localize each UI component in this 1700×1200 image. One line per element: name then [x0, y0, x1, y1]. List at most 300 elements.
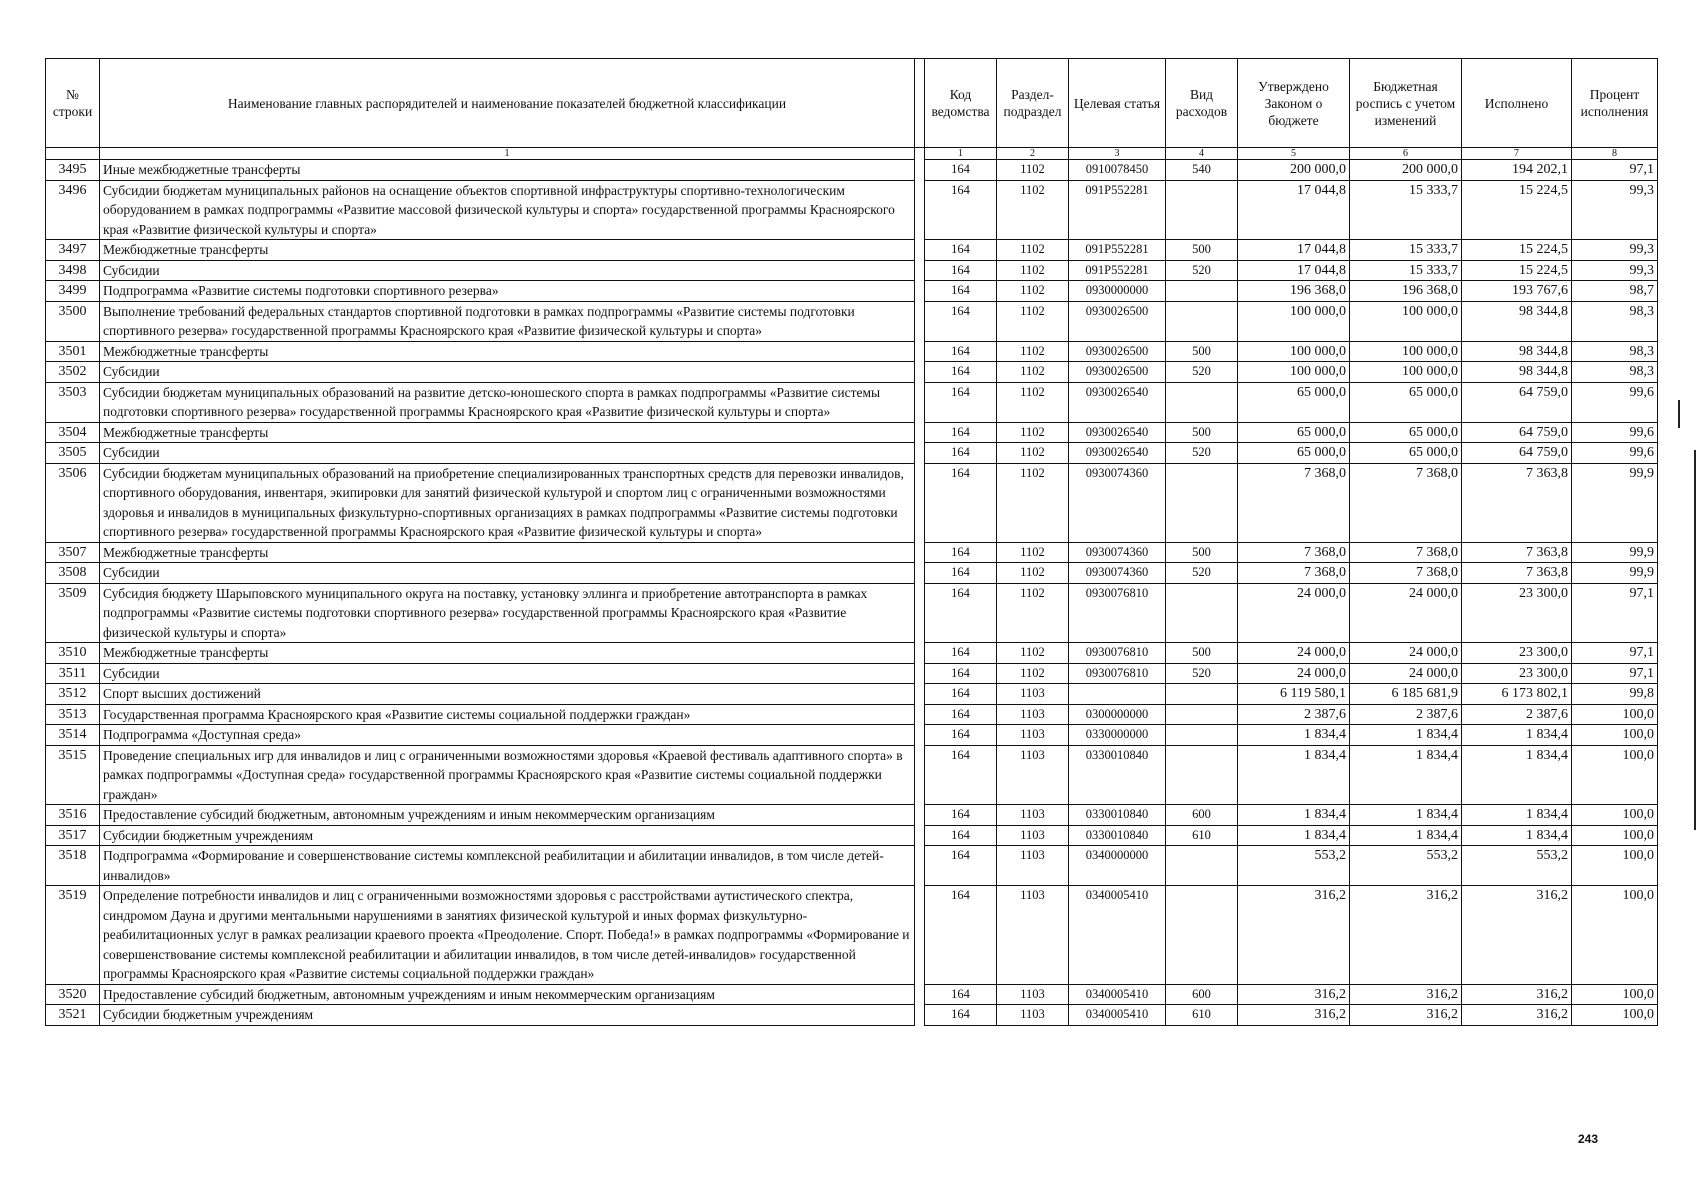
expense-type: 520 — [1166, 260, 1238, 281]
schedule-amount: 24 000,0 — [1350, 663, 1462, 684]
table-row — [46, 180, 1658, 240]
row-gap — [915, 422, 925, 443]
section-code: 1103 — [997, 805, 1069, 826]
dept-code: 164 — [925, 362, 997, 383]
executed-amount: 1 834,4 — [1462, 745, 1572, 805]
expense-type: 520 — [1166, 362, 1238, 383]
approved-amount: 1 834,4 — [1238, 805, 1350, 826]
section-code: 1103 — [997, 684, 1069, 705]
section-code: 1102 — [997, 382, 1069, 422]
expense-type: 500 — [1166, 422, 1238, 443]
row-number: 3506 — [46, 463, 100, 542]
section-code: 1102 — [997, 443, 1069, 464]
dept-code: 164 — [925, 583, 997, 643]
expense-type: 500 — [1166, 240, 1238, 261]
table-row — [46, 443, 1658, 464]
row-number: 3521 — [46, 1005, 100, 1026]
table-row — [46, 984, 1658, 1005]
schedule-amount: 200 000,0 — [1350, 160, 1462, 181]
colnum-target: 3 — [1069, 148, 1166, 160]
schedule-amount: 100 000,0 — [1350, 341, 1462, 362]
dept-code: 164 — [925, 542, 997, 563]
dept-code: 164 — [925, 643, 997, 664]
header-percent: Процент исполнения — [1572, 59, 1658, 148]
table-row — [46, 684, 1658, 705]
execution-percent: 100,0 — [1572, 704, 1658, 725]
dept-code: 164 — [925, 1005, 997, 1026]
dept-code: 164 — [925, 886, 997, 985]
section-code: 1103 — [997, 1005, 1069, 1026]
executed-amount: 193 767,6 — [1462, 281, 1572, 302]
target-article: 0930076810 — [1069, 663, 1166, 684]
table-row — [46, 886, 1658, 985]
colnum-schedule: 6 — [1350, 148, 1462, 160]
schedule-amount: 6 185 681,9 — [1350, 684, 1462, 705]
executed-amount: 316,2 — [1462, 984, 1572, 1005]
expense-type — [1166, 725, 1238, 746]
dept-code: 164 — [925, 341, 997, 362]
row-gap — [915, 260, 925, 281]
section-code: 1102 — [997, 240, 1069, 261]
section-code: 1102 — [997, 463, 1069, 542]
dept-code: 164 — [925, 846, 997, 886]
executed-amount: 1 834,4 — [1462, 825, 1572, 846]
execution-percent: 99,3 — [1572, 240, 1658, 261]
row-gap — [915, 463, 925, 542]
row-gap — [915, 583, 925, 643]
row-number: 3501 — [46, 341, 100, 362]
target-article: 0340005410 — [1069, 984, 1166, 1005]
target-article: 0930026500 — [1069, 362, 1166, 383]
scan-edge-line — [1694, 450, 1696, 830]
executed-amount: 1 834,4 — [1462, 805, 1572, 826]
row-gap — [915, 704, 925, 725]
target-article: 091P552281 — [1069, 180, 1166, 240]
row-name: Субсидии бюджетам муниципальных районов на оснащение объектов спортивной инфраструктуры спортивно-технологическим оборудованием в рамках подпрограммы «Развитие массовой физической культуры и спорта» государственной программы Красноярского края «Развитие физической культуры и спорта» — [100, 180, 915, 240]
executed-amount: 194 202,1 — [1462, 160, 1572, 181]
execution-percent: 100,0 — [1572, 725, 1658, 746]
execution-percent: 99,9 — [1572, 463, 1658, 542]
target-article: 0930076810 — [1069, 643, 1166, 664]
row-name: Субсидии бюджетным учреждениям — [100, 1005, 915, 1026]
table-row — [46, 160, 1658, 181]
executed-amount: 2 387,6 — [1462, 704, 1572, 725]
schedule-amount: 2 387,6 — [1350, 704, 1462, 725]
section-code: 1102 — [997, 180, 1069, 240]
dept-code: 164 — [925, 160, 997, 181]
table-row — [46, 1005, 1658, 1026]
row-name: Проведение специальных игр для инвалидов и лиц с ограниченными возможностями здоровья «Краевой фестиваль адаптивного спорта» в рамках подпрограммы «Доступная среда» государственной программы Красноярского края «Развитие системы социальной поддержки граждан» — [100, 745, 915, 805]
row-name: Межбюджетные трансферты — [100, 542, 915, 563]
expense-type — [1166, 745, 1238, 805]
executed-amount: 1 834,4 — [1462, 725, 1572, 746]
schedule-amount: 24 000,0 — [1350, 643, 1462, 664]
section-code: 1102 — [997, 542, 1069, 563]
expense-type: 540 — [1166, 160, 1238, 181]
section-code: 1103 — [997, 745, 1069, 805]
row-gap — [915, 1005, 925, 1026]
section-code: 1102 — [997, 583, 1069, 643]
dept-code: 164 — [925, 684, 997, 705]
executed-amount: 64 759,0 — [1462, 443, 1572, 464]
target-article: 0340005410 — [1069, 886, 1166, 985]
colnum-gap — [915, 148, 925, 160]
section-code: 1103 — [997, 825, 1069, 846]
executed-amount: 6 173 802,1 — [1462, 684, 1572, 705]
expense-type — [1166, 846, 1238, 886]
table-row — [46, 301, 1658, 341]
section-code: 1102 — [997, 260, 1069, 281]
target-article: 0340005410 — [1069, 1005, 1166, 1026]
schedule-amount: 15 333,7 — [1350, 260, 1462, 281]
executed-amount: 98 344,8 — [1462, 301, 1572, 341]
colnum-executed: 7 — [1462, 148, 1572, 160]
execution-percent: 100,0 — [1572, 1005, 1658, 1026]
target-article: 0930026540 — [1069, 422, 1166, 443]
row-gap — [915, 240, 925, 261]
schedule-amount: 1 834,4 — [1350, 745, 1462, 805]
row-gap — [915, 643, 925, 664]
row-gap — [915, 846, 925, 886]
schedule-amount: 1 834,4 — [1350, 825, 1462, 846]
table-row — [46, 341, 1658, 362]
row-name: Выполнение требований федеральных стандартов спортивной подготовки в рамках подпрограммы «Развитие системы подготовки спортивного резерва» государственной программы Красноярского края «Развитие физической культуры и спорта» — [100, 301, 915, 341]
header-schedule: Бюджетная роспись с учетом изменений — [1350, 59, 1462, 148]
section-code: 1102 — [997, 663, 1069, 684]
table-row — [46, 745, 1658, 805]
table-row — [46, 463, 1658, 542]
expense-type — [1166, 281, 1238, 302]
header-gap — [915, 59, 925, 148]
approved-amount: 65 000,0 — [1238, 382, 1350, 422]
approved-amount: 196 368,0 — [1238, 281, 1350, 302]
row-name: Государственная программа Красноярского края «Развитие системы социальной поддержки граждан» — [100, 704, 915, 725]
executed-amount: 23 300,0 — [1462, 643, 1572, 664]
colnum-row-number — [46, 148, 100, 160]
approved-amount: 65 000,0 — [1238, 443, 1350, 464]
approved-amount: 100 000,0 — [1238, 341, 1350, 362]
row-name: Межбюджетные трансферты — [100, 643, 915, 664]
row-gap — [915, 745, 925, 805]
target-article: 0330010840 — [1069, 805, 1166, 826]
row-name: Субсидии — [100, 260, 915, 281]
expense-type — [1166, 382, 1238, 422]
expense-type: 500 — [1166, 643, 1238, 664]
section-code: 1102 — [997, 301, 1069, 341]
row-gap — [915, 663, 925, 684]
execution-percent: 99,8 — [1572, 684, 1658, 705]
table-row — [46, 725, 1658, 746]
table-body — [46, 160, 1658, 1026]
colnum-percent: 8 — [1572, 148, 1658, 160]
dept-code: 164 — [925, 463, 997, 542]
row-name: Субсидии — [100, 663, 915, 684]
approved-amount: 24 000,0 — [1238, 583, 1350, 643]
row-number: 3517 — [46, 825, 100, 846]
table-row — [46, 643, 1658, 664]
execution-percent: 97,1 — [1572, 583, 1658, 643]
execution-percent: 100,0 — [1572, 846, 1658, 886]
schedule-amount: 553,2 — [1350, 846, 1462, 886]
schedule-amount: 316,2 — [1350, 886, 1462, 985]
dept-code: 164 — [925, 240, 997, 261]
dept-code: 164 — [925, 260, 997, 281]
schedule-amount: 24 000,0 — [1350, 583, 1462, 643]
dept-code: 164 — [925, 422, 997, 443]
schedule-amount: 1 834,4 — [1350, 725, 1462, 746]
execution-percent: 100,0 — [1572, 745, 1658, 805]
schedule-amount: 15 333,7 — [1350, 180, 1462, 240]
row-name: Субсидии бюджетам муниципальных образований на приобретение специализированных транспортных средств для перевозки инвалидов, спортивного оборудования, инвентаря, экипировки для занятий физической культурой и спортом лиц с ограниченными возможностями здоровья и инвалидов в муниципальных физкультурно-спортивных организациях в рамках подпрограммы «Развитие системы подготовки спортивного резерва» государственной программы Красноярского края «Развитие физической культуры и спорта» — [100, 463, 915, 542]
table-row — [46, 663, 1658, 684]
target-article: 0930076810 — [1069, 583, 1166, 643]
row-gap — [915, 886, 925, 985]
target-article: 091P552281 — [1069, 240, 1166, 261]
execution-percent: 100,0 — [1572, 805, 1658, 826]
execution-percent: 99,3 — [1572, 260, 1658, 281]
row-gap — [915, 281, 925, 302]
dept-code: 164 — [925, 984, 997, 1005]
approved-amount: 6 119 580,1 — [1238, 684, 1350, 705]
schedule-amount: 1 834,4 — [1350, 805, 1462, 826]
row-number: 3519 — [46, 886, 100, 985]
row-gap — [915, 341, 925, 362]
target-article: 0930074360 — [1069, 542, 1166, 563]
section-code: 1102 — [997, 563, 1069, 584]
table-row — [46, 422, 1658, 443]
header-executed: Исполнено — [1462, 59, 1572, 148]
section-code: 1102 — [997, 281, 1069, 302]
row-number: 3520 — [46, 984, 100, 1005]
execution-percent: 98,3 — [1572, 341, 1658, 362]
row-name: Подпрограмма «Развитие системы подготовки спортивного резерва» — [100, 281, 915, 302]
scan-edge-mark — [1678, 400, 1680, 428]
budget-table — [45, 58, 1658, 1026]
execution-percent: 99,6 — [1572, 382, 1658, 422]
column-number-row — [46, 148, 1658, 160]
target-article: 0340000000 — [1069, 846, 1166, 886]
approved-amount: 1 834,4 — [1238, 825, 1350, 846]
expense-type: 520 — [1166, 663, 1238, 684]
row-number: 3508 — [46, 563, 100, 584]
approved-amount: 65 000,0 — [1238, 422, 1350, 443]
row-gap — [915, 725, 925, 746]
header-row-number: № строки — [46, 59, 100, 148]
target-article: 0910078450 — [1069, 160, 1166, 181]
approved-amount: 17 044,8 — [1238, 180, 1350, 240]
row-gap — [915, 160, 925, 181]
expense-type — [1166, 180, 1238, 240]
execution-percent: 100,0 — [1572, 886, 1658, 985]
approved-amount: 7 368,0 — [1238, 463, 1350, 542]
executed-amount: 553,2 — [1462, 846, 1572, 886]
row-name: Межбюджетные трансферты — [100, 341, 915, 362]
row-number: 3509 — [46, 583, 100, 643]
header-dept-code: Код ведомства — [925, 59, 997, 148]
colnum-dept: 1 — [925, 148, 997, 160]
expense-type: 610 — [1166, 825, 1238, 846]
row-name: Субсидии — [100, 443, 915, 464]
row-name: Предоставление субсидий бюджетным, автономным учреждениям и иным некоммерческим организациям — [100, 805, 915, 826]
target-article: 091P552281 — [1069, 260, 1166, 281]
target-article: 0930026500 — [1069, 301, 1166, 341]
row-name: Субсидии — [100, 362, 915, 383]
row-number: 3503 — [46, 382, 100, 422]
row-number: 3511 — [46, 663, 100, 684]
target-article: 0930026500 — [1069, 341, 1166, 362]
target-article — [1069, 684, 1166, 705]
row-gap — [915, 825, 925, 846]
table-row — [46, 240, 1658, 261]
target-article: 0930026540 — [1069, 382, 1166, 422]
section-code: 1102 — [997, 643, 1069, 664]
row-number: 3496 — [46, 180, 100, 240]
schedule-amount: 15 333,7 — [1350, 240, 1462, 261]
row-gap — [915, 984, 925, 1005]
execution-percent: 99,6 — [1572, 422, 1658, 443]
execution-percent: 97,1 — [1572, 663, 1658, 684]
table-row — [46, 825, 1658, 846]
expense-type: 610 — [1166, 1005, 1238, 1026]
row-name: Субсидии — [100, 563, 915, 584]
target-article: 0930074360 — [1069, 563, 1166, 584]
table-row — [46, 362, 1658, 383]
header-expense-type: Вид расходов — [1166, 59, 1238, 148]
dept-code: 164 — [925, 301, 997, 341]
schedule-amount: 65 000,0 — [1350, 382, 1462, 422]
table-row — [46, 382, 1658, 422]
execution-percent: 99,3 — [1572, 180, 1658, 240]
approved-amount: 316,2 — [1238, 886, 1350, 985]
approved-amount: 200 000,0 — [1238, 160, 1350, 181]
executed-amount: 23 300,0 — [1462, 663, 1572, 684]
target-article: 0330010840 — [1069, 825, 1166, 846]
target-article: 0330000000 — [1069, 725, 1166, 746]
header-name: Наименование главных распорядителей и наименование показателей бюджетной классификации — [100, 59, 915, 148]
row-number: 3514 — [46, 725, 100, 746]
executed-amount: 7 363,8 — [1462, 563, 1572, 584]
execution-percent: 99,6 — [1572, 443, 1658, 464]
colnum-section: 2 — [997, 148, 1069, 160]
table-row — [46, 542, 1658, 563]
approved-amount: 1 834,4 — [1238, 725, 1350, 746]
table-row — [46, 563, 1658, 584]
executed-amount: 7 363,8 — [1462, 542, 1572, 563]
executed-amount: 316,2 — [1462, 886, 1572, 985]
row-number: 3512 — [46, 684, 100, 705]
row-name: Спорт высших достижений — [100, 684, 915, 705]
dept-code: 164 — [925, 704, 997, 725]
dept-code: 164 — [925, 281, 997, 302]
row-number: 3499 — [46, 281, 100, 302]
executed-amount: 98 344,8 — [1462, 362, 1572, 383]
row-number: 3502 — [46, 362, 100, 383]
executed-amount: 15 224,5 — [1462, 180, 1572, 240]
dept-code: 164 — [925, 443, 997, 464]
execution-percent: 98,7 — [1572, 281, 1658, 302]
row-name: Межбюджетные трансферты — [100, 422, 915, 443]
section-code: 1103 — [997, 886, 1069, 985]
approved-amount: 100 000,0 — [1238, 301, 1350, 341]
approved-amount: 553,2 — [1238, 846, 1350, 886]
expense-type: 520 — [1166, 443, 1238, 464]
row-gap — [915, 805, 925, 826]
executed-amount: 7 363,8 — [1462, 463, 1572, 542]
target-article: 0330010840 — [1069, 745, 1166, 805]
execution-percent: 99,9 — [1572, 542, 1658, 563]
approved-amount: 17 044,8 — [1238, 260, 1350, 281]
header-target-article: Целевая статья — [1069, 59, 1166, 148]
section-code: 1102 — [997, 422, 1069, 443]
dept-code: 164 — [925, 563, 997, 584]
expense-type — [1166, 886, 1238, 985]
row-name: Предоставление субсидий бюджетным, автономным учреждениям и иным некоммерческим организациям — [100, 984, 915, 1005]
expense-type — [1166, 301, 1238, 341]
schedule-amount: 7 368,0 — [1350, 542, 1462, 563]
row-name: Субсидия бюджету Шарыповского муниципального округа на поставку, установку эллинга и приобретение автотранспорта в рамках подпрограммы «Развитие системы подготовки спортивного резерва» государственной программы Красноярского края «Развитие физической культуры и спорта» — [100, 583, 915, 643]
approved-amount: 1 834,4 — [1238, 745, 1350, 805]
budget-table-sheet — [45, 58, 1653, 1026]
approved-amount: 316,2 — [1238, 1005, 1350, 1026]
colnum-approved: 5 — [1238, 148, 1350, 160]
schedule-amount: 100 000,0 — [1350, 301, 1462, 341]
executed-amount: 64 759,0 — [1462, 382, 1572, 422]
approved-amount: 17 044,8 — [1238, 240, 1350, 261]
approved-amount: 2 387,6 — [1238, 704, 1350, 725]
target-article: 0930026540 — [1069, 443, 1166, 464]
execution-percent: 98,3 — [1572, 362, 1658, 383]
dept-code: 164 — [925, 745, 997, 805]
executed-amount: 98 344,8 — [1462, 341, 1572, 362]
row-name: Подпрограмма «Доступная среда» — [100, 725, 915, 746]
table-row — [46, 704, 1658, 725]
expense-type: 520 — [1166, 563, 1238, 584]
colnum-name: 1 — [100, 148, 915, 160]
row-gap — [915, 362, 925, 383]
table-header-row — [46, 59, 1658, 148]
dept-code: 164 — [925, 663, 997, 684]
approved-amount: 7 368,0 — [1238, 563, 1350, 584]
row-number: 3515 — [46, 745, 100, 805]
header-approved: Утверждено Законом о бюджете — [1238, 59, 1350, 148]
approved-amount: 100 000,0 — [1238, 362, 1350, 383]
table-row — [46, 583, 1658, 643]
row-name: Межбюджетные трансферты — [100, 240, 915, 261]
colnum-type: 4 — [1166, 148, 1238, 160]
executed-amount: 316,2 — [1462, 1005, 1572, 1026]
row-name: Определение потребности инвалидов и лиц с ограниченными возможностями здоровья с расстройствами аутистического спектра, синдромом Дауна и другими ментальными нарушениями в занятиях физической культурой и иных формах физкультурно-реабилитационных услуг в рамках реализации краевого проекта «Преодоление. Спорт. Победа!» в рамках подпрограммы «Формирование и совершенствование системы комплексной реабилитации и абилитации инвалидов, в том числе детей-инвалидов» государственной программы Красноярского края «Развитие системы социальной поддержки граждан» — [100, 886, 915, 985]
dept-code: 164 — [925, 725, 997, 746]
row-name: Субсидии бюджетным учреждениям — [100, 825, 915, 846]
row-name: Иные межбюджетные трансферты — [100, 160, 915, 181]
execution-percent: 100,0 — [1572, 825, 1658, 846]
expense-type: 600 — [1166, 805, 1238, 826]
schedule-amount: 100 000,0 — [1350, 362, 1462, 383]
executed-amount: 15 224,5 — [1462, 240, 1572, 261]
row-number: 3498 — [46, 260, 100, 281]
header-section: Раздел-подраздел — [997, 59, 1069, 148]
section-code: 1102 — [997, 362, 1069, 383]
row-name: Подпрограмма «Формирование и совершенствование системы комплексной реабилитации и абилитации инвалидов, в том числе детей-инвалидов» — [100, 846, 915, 886]
execution-percent: 98,3 — [1572, 301, 1658, 341]
approved-amount: 7 368,0 — [1238, 542, 1350, 563]
approved-amount: 24 000,0 — [1238, 663, 1350, 684]
dept-code: 164 — [925, 805, 997, 826]
table-row — [46, 281, 1658, 302]
target-article: 0930074360 — [1069, 463, 1166, 542]
executed-amount: 23 300,0 — [1462, 583, 1572, 643]
expense-type: 500 — [1166, 542, 1238, 563]
